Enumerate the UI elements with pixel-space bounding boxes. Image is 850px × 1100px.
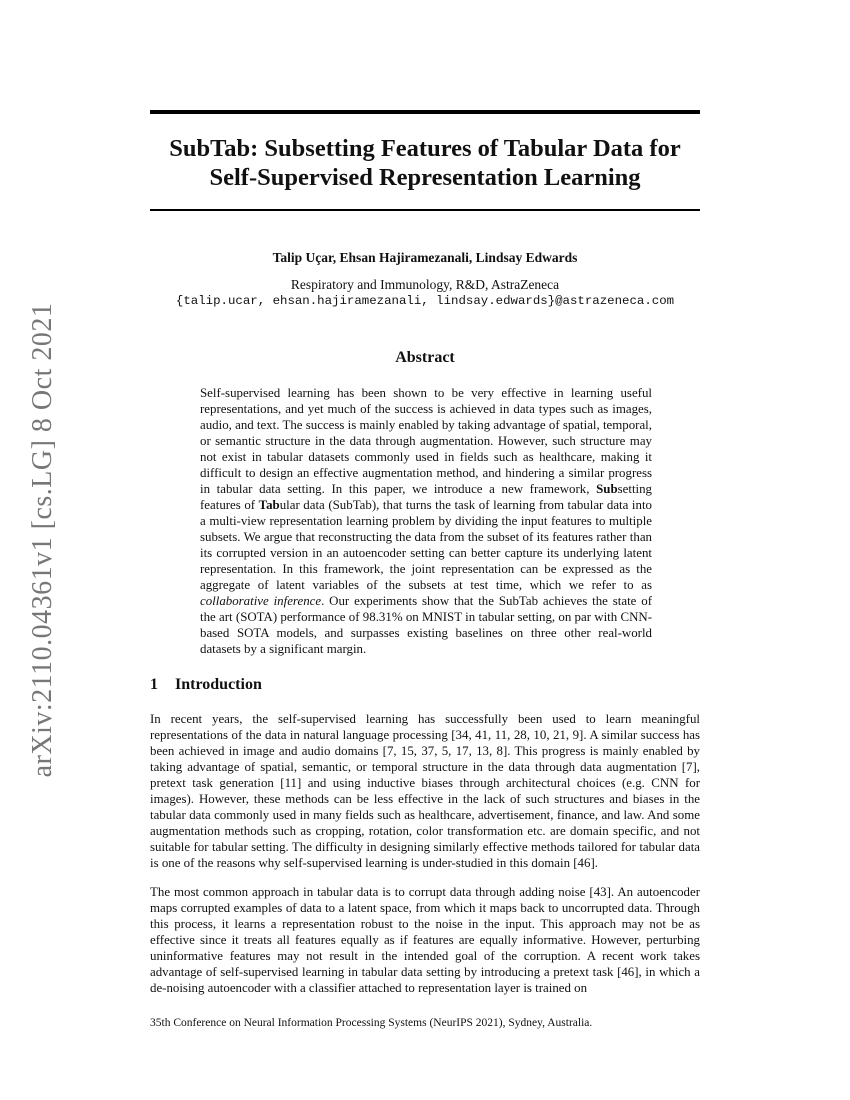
abstract-text <box>200 385 652 657</box>
paper-title-line-2: Self-Supervised Representation Learning <box>209 164 641 191</box>
abstract-part-3: ular data (SubTab), that turns the task of learning from tabular data into a multi-view representation learning problem by dividing the input features to multiple subsets. We argue that reconstructing the data from the subset of its features rather than its corrupted version in an autoencoder setting can better capture its underlying latent representation. In this framework, the joint representation can be expressed as the aggregate of latent variables of the subsets at test time, which we refer to as <box>200 498 652 592</box>
abstract-bold-sub: Sub <box>596 482 618 496</box>
section-number: 1 <box>150 676 158 693</box>
intro-paragraph-2: The most common approach in tabular data is to corrupt data through adding noise [43]. An autoencoder maps corrupted examples of data to a latent space, from which it maps back to uncorrupted data. Through this process, it learns a representation robust to the noise in the input. This approach may not be as effective since it treats all features equally as if features are equally informative. However, perturbing uninformative features may not result in the intended goal of the corruption. A recent work takes advantage of self-supervised learning in tabular data setting by introducing a pretext task [46], in which a de-noising autoencoder with a classifier attached to representation layer is trained on <box>150 885 700 995</box>
intro-paragraph-1: In recent years, the self-supervised learning has successfully been used to learn meaningful representations of the data in natural language processing [34, 41, 11, 28, 10, 21, 9]. A similar success has been achieved in image and audio domains [7, 15, 37, 5, 17, 13, 8]. This progress is mainly enabled by taking advantage of spatial, semantic, or temporal structure in the data through data augmentation [7], pretext task generation [11] and using inductive biases through architectural choices (e.g. CNN for images). However, these methods can be less effective in the lack of such structures and biases in the tabular data commonly used in many fields such as healthcare, advertisement, finance, and law. And some augmentation methods such as cropping, rotation, color transformation etc. are domain specific, and not suitable for tabular setting. The difficulty in designing similarly effective methods tailored for tabular data is one of the reasons why self-supervised learning is under-studied in this domain [46]. <box>150 712 700 870</box>
arxiv-identifier: arXiv:2110.04361v1 [cs.LG] 8 Oct 2021 <box>27 302 58 778</box>
author-emails: {talip.ucar, ehsan.hajiramezanali, lindsay.edwards}@astrazeneca.com <box>175 294 675 308</box>
abstract-part-4: . Our experiments show that the SubTab achieves the state of the art (SOTA) performance of 98.31% on MNIST in tabular setting, on par with CNN-based SOTA models, and surpasses existing baselines on three other real-world datasets by a significant margin. <box>200 594 652 656</box>
abstract-heading: Abstract <box>395 349 455 366</box>
author-list: Talip Uçar, Ehsan Hajiramezanali, Lindsay Edwards <box>272 250 578 265</box>
affiliation: Respiratory and Immunology, R&D, AstraZeneca <box>290 277 560 292</box>
paper-title-line-1: SubTab: Subsetting Features of Tabular Data for <box>169 135 681 162</box>
affiliation-block <box>150 277 700 309</box>
conference-footnote: 35th Conference on Neural Information Processing Systems (NeurIPS 2021), Sydney, Australia. <box>150 1017 593 1029</box>
abstract-part-2: setting features of <box>200 482 652 512</box>
section-heading <box>150 676 700 694</box>
paper-title <box>150 134 700 192</box>
title-rule-bottom <box>150 209 700 211</box>
abstract-bold-tab: Tab <box>258 498 280 512</box>
section-title: Introduction <box>175 676 262 693</box>
title-rule-top <box>150 110 700 114</box>
abstract-part-1: Self-supervised learning has been shown to be very effective in learning useful representations, and yet much of the success is achieved in data types such as images, audio, and text. The success is mainly enabled by taking advantage of spatial, temporal, or semantic structure in the data through augmentation. However, such structure may not exist in tabular datasets commonly used in fields such as healthcare, making it difficult to design an effective augmentation method, and hindering a similar progress in tabular data setting. In this paper, we introduce a new framework, <box>200 386 652 496</box>
abstract-italic-term: collaborative inference <box>200 594 322 608</box>
